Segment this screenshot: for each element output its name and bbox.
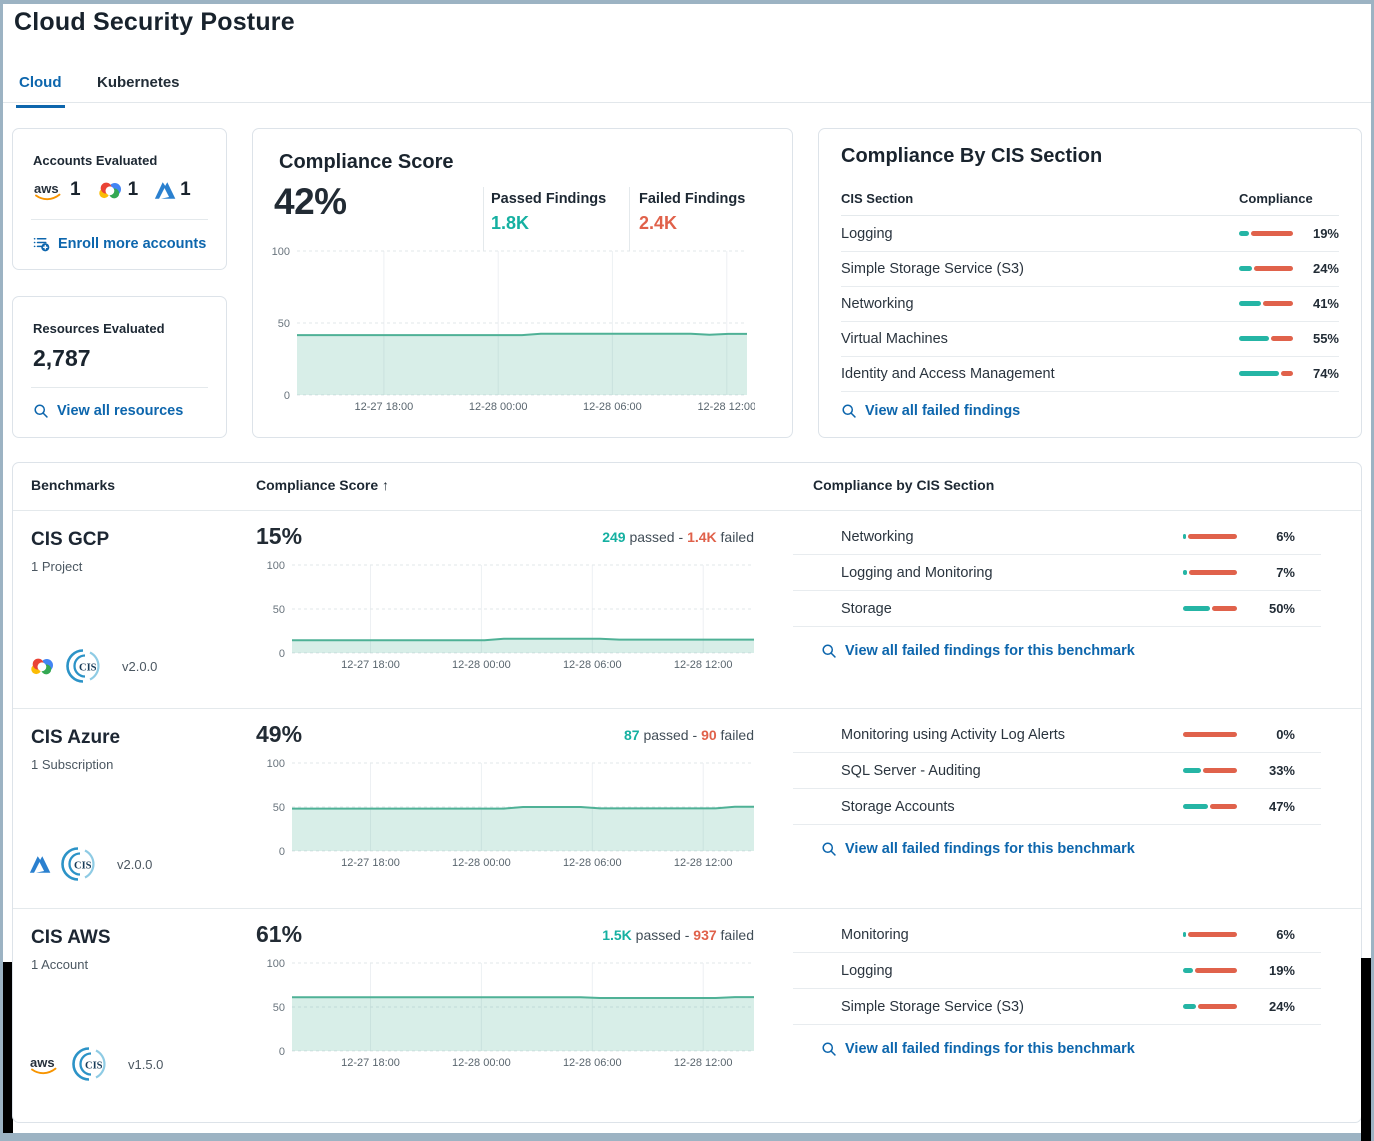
svg-text:100: 100	[266, 759, 285, 770]
svg-text:aws: aws	[30, 1054, 55, 1070]
compliance-score-chart	[267, 247, 755, 415]
svg-text:12-28 00:00: 12-28 00:00	[452, 1057, 511, 1069]
resources-card-title: Resources Evaluated	[33, 321, 165, 336]
compliance-bar	[1183, 932, 1237, 937]
compliance-bar	[1183, 1004, 1237, 1009]
benchmark-sections	[793, 917, 1321, 1062]
gcp-logo-icon	[29, 656, 56, 677]
col-header-compliance-by-cis-section: Compliance by CIS Section	[813, 477, 995, 493]
compliance-bar	[1183, 534, 1237, 539]
cis-card-title: Compliance By CIS Section	[841, 145, 1103, 167]
letterbox-right	[1361, 958, 1371, 1141]
benchmark-row-cis-aws	[13, 908, 1361, 1125]
cis-section-row: Logging 19%	[841, 216, 1339, 252]
section-row: Logging 19%	[793, 953, 1321, 989]
benchmark-version: v2.0.0	[122, 658, 158, 674]
passed-failed-summary: 249 passed - 1.4K failed	[602, 529, 754, 545]
svg-text:100: 100	[266, 561, 285, 572]
search-icon	[33, 403, 49, 419]
benchmark-row-cis-azure	[13, 708, 1361, 909]
gcp-account-count: 1	[97, 179, 139, 201]
benchmark-name: CIS Azure	[31, 727, 121, 748]
azure-account-count: 1	[154, 179, 191, 201]
passed-failed-summary: 1.5K passed - 937 failed	[602, 927, 754, 943]
resources-count: 2,787	[33, 345, 91, 371]
svg-text:CIS: CIS	[74, 860, 92, 872]
compliance-score-value: 42%	[274, 181, 347, 222]
svg-text:aws: aws	[34, 180, 59, 196]
col-header-benchmarks: Benchmarks	[31, 477, 116, 493]
cis-section-row: Identity and Access Management 74%	[841, 356, 1339, 392]
sort-ascending-icon: ↑	[382, 477, 390, 493]
compliance-bar	[1239, 231, 1293, 236]
azure-logo-icon	[154, 181, 176, 200]
svg-text:CIS: CIS	[79, 662, 97, 674]
svg-text:12-28 00:00: 12-28 00:00	[468, 401, 528, 413]
accounts-evaluated-card	[12, 128, 227, 270]
svg-text:12-28 00:00: 12-28 00:00	[452, 857, 511, 869]
benchmark-score: 61%	[256, 921, 303, 947]
passed-failed-summary: 87 passed - 90 failed	[623, 727, 754, 743]
svg-text:0: 0	[283, 390, 290, 402]
svg-text:0: 0	[278, 648, 285, 660]
svg-text:12-28 12:00: 12-28 12:00	[673, 857, 733, 869]
svg-text:50: 50	[272, 604, 285, 616]
benchmark-scope: 1 Project	[31, 559, 83, 574]
svg-text:100: 100	[266, 959, 285, 970]
compliance-bar	[1183, 804, 1237, 809]
aws-logo-icon	[29, 1054, 62, 1075]
passed-findings-stat: Passed Findings 1.8K	[491, 191, 607, 233]
section-row: Logging and Monitoring 7%	[793, 555, 1321, 591]
window-frame-bottom	[0, 1133, 1374, 1141]
window-frame-top	[0, 0, 1374, 4]
compliance-bar	[1183, 732, 1237, 737]
benchmark-scope: 1 Account	[31, 957, 89, 972]
compliance-by-cis-section-card	[818, 128, 1362, 438]
resources-evaluated-card	[12, 296, 227, 438]
section-row: Monitoring using Activity Log Alerts 0%	[793, 717, 1321, 753]
aws-logo-icon	[33, 180, 66, 201]
svg-text:12-27 18:00: 12-27 18:00	[341, 659, 400, 671]
section-row: Monitoring 6%	[793, 917, 1321, 953]
svg-text:50: 50	[277, 318, 290, 330]
benchmark-score: 49%	[256, 721, 303, 747]
benchmark-row-cis-gcp	[13, 511, 1361, 708]
svg-text:0: 0	[278, 1046, 285, 1058]
svg-text:50: 50	[272, 1002, 285, 1014]
svg-text:12-28 12:00: 12-28 12:00	[673, 659, 733, 671]
tab-kubernetes[interactable]: Kubernetes	[97, 74, 180, 91]
passed-findings-value: 1.8K	[491, 213, 530, 233]
tab-bar	[3, 70, 1371, 103]
compliance-bar	[1239, 336, 1293, 341]
svg-text:0: 0	[278, 846, 285, 858]
view-all-failed-findings-link[interactable]: View all failed findings	[841, 403, 1020, 419]
view-all-resources-link[interactable]: View all resources	[33, 403, 183, 419]
compliance-bar	[1239, 301, 1293, 306]
col-header-cis-section: CIS Section	[841, 191, 914, 206]
cis-logo-icon	[61, 844, 101, 884]
compliance-score-title: Compliance Score	[279, 151, 454, 173]
enroll-accounts-icon	[33, 235, 50, 252]
compliance-score-card	[252, 128, 793, 438]
benchmark-name: CIS AWS	[31, 927, 111, 948]
divider	[31, 219, 208, 220]
benchmark-trend-chart	[256, 959, 762, 1071]
section-row: Storage 50%	[793, 591, 1321, 627]
compliance-bar	[1183, 768, 1237, 773]
divider	[31, 387, 208, 388]
view-failed-findings-benchmark-link[interactable]: View all failed findings for this benchmark	[821, 841, 1135, 857]
tab-cloud[interactable]: Cloud	[16, 70, 65, 108]
section-row: Simple Storage Service (S3) 24%	[793, 989, 1321, 1025]
cis-section-row: Virtual Machines 55%	[841, 321, 1339, 357]
search-icon	[821, 1041, 837, 1057]
svg-text:12-27 18:00: 12-27 18:00	[354, 401, 414, 413]
divider	[483, 187, 484, 251]
svg-text:12-28 12:00: 12-28 12:00	[673, 1057, 733, 1069]
cis-section-row: Simple Storage Service (S3) 24%	[841, 251, 1339, 287]
provider-counts	[33, 179, 191, 201]
svg-text:12-28 06:00: 12-28 06:00	[583, 401, 642, 413]
enroll-more-accounts-link[interactable]: Enroll more accounts	[33, 235, 206, 252]
benchmark-trend-chart	[256, 759, 762, 871]
svg-text:100: 100	[271, 247, 290, 258]
cis-logo-icon	[66, 646, 106, 686]
divider	[629, 187, 630, 251]
search-icon	[821, 643, 837, 659]
view-failed-findings-benchmark-link[interactable]: View all failed findings for this benchmark	[821, 1041, 1135, 1057]
failed-findings-value: 2.4K	[639, 213, 678, 233]
col-header-compliance-score[interactable]: Compliance Score ↑	[256, 477, 390, 493]
benchmark-name: CIS GCP	[31, 529, 110, 550]
compliance-bar	[1239, 371, 1293, 376]
benchmark-version: v1.5.0	[128, 1056, 164, 1072]
gcp-logo-icon	[97, 180, 124, 201]
svg-text:12-28 06:00: 12-28 06:00	[562, 1057, 622, 1069]
benchmark-sections	[793, 717, 1321, 862]
compliance-bar	[1183, 570, 1237, 575]
svg-text:12-28 00:00: 12-28 00:00	[452, 659, 511, 671]
benchmark-trend-chart	[256, 561, 762, 673]
azure-logo-icon	[29, 855, 51, 874]
svg-text:12-28 12:00: 12-28 12:00	[697, 401, 755, 413]
section-row: Networking 6%	[793, 519, 1321, 555]
svg-text:12-28 06:00: 12-28 06:00	[562, 857, 622, 869]
svg-text:50: 50	[272, 802, 285, 814]
accounts-card-title: Accounts Evaluated	[33, 153, 158, 168]
section-row: Storage Accounts 47%	[793, 789, 1321, 825]
compliance-bar	[1183, 968, 1237, 973]
benchmark-sections	[793, 519, 1321, 664]
benchmark-score: 15%	[256, 523, 303, 549]
aws-account-count: aws 1	[34, 179, 81, 200]
svg-text:12-27 18:00: 12-27 18:00	[341, 1057, 400, 1069]
svg-text:12-27 18:00: 12-27 18:00	[341, 857, 400, 869]
search-icon	[841, 403, 857, 419]
benchmark-version: v2.0.0	[117, 856, 153, 872]
benchmark-scope: 1 Subscription	[31, 757, 114, 772]
cis-logo-icon	[72, 1044, 112, 1084]
search-icon	[821, 841, 837, 857]
col-header-compliance: Compliance	[1239, 191, 1313, 206]
svg-text:12-28 06:00: 12-28 06:00	[562, 659, 622, 671]
compliance-bar	[1239, 266, 1293, 271]
failed-findings-stat: Failed Findings 2.4K	[639, 191, 746, 233]
compliance-bar	[1183, 606, 1237, 611]
cis-section-row: Networking 41%	[841, 286, 1339, 322]
section-row: SQL Server - Auditing 33%	[793, 753, 1321, 789]
benchmarks-card	[12, 462, 1362, 1123]
view-failed-findings-benchmark-link[interactable]: View all failed findings for this benchmark	[821, 643, 1135, 659]
svg-text:CIS: CIS	[85, 1060, 103, 1072]
page-title: Cloud Security Posture	[14, 8, 295, 36]
